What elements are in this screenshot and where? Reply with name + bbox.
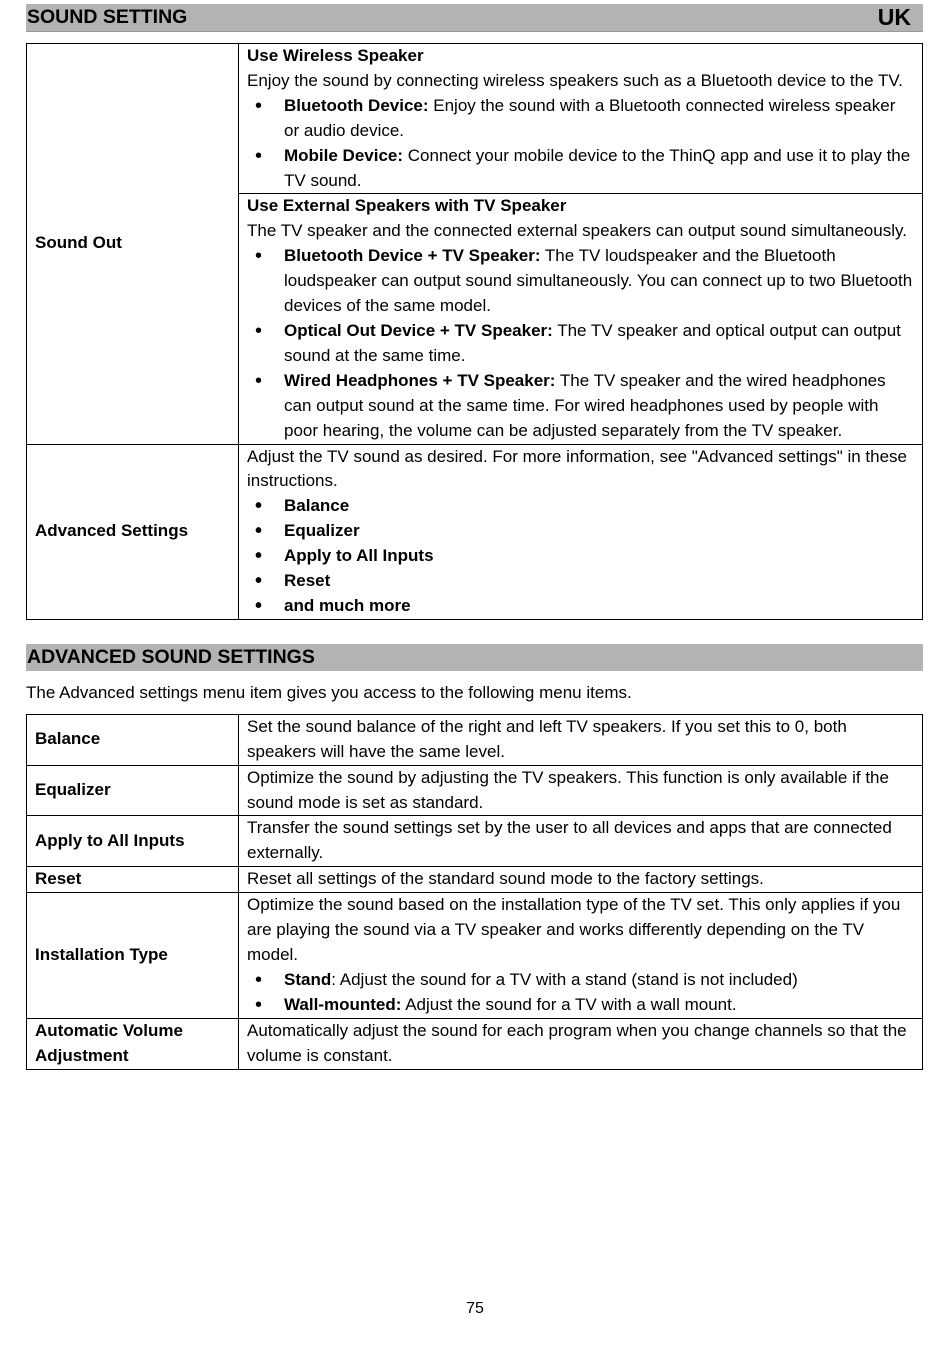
list-item [247,94,914,144]
term: Wired Headphones + TV Speaker: [284,370,556,390]
page-number: 75 [466,1300,484,1317]
list-item [247,319,914,369]
intro-paragraph: The Advanced settings menu item gives you access to the following menu items. [26,682,632,702]
table-row [27,893,923,1019]
row-label: Equalizer [27,765,239,816]
term-text: : Adjust the sound for a TV with a stand (stand is not included) [331,969,798,989]
subheading: Use Wireless Speaker [247,46,424,65]
term: Wall-mounted: [284,994,402,1014]
term: Mobile Device: [284,145,404,165]
row-desc [239,893,923,1019]
row-desc-external [239,194,923,444]
section-header-advanced-sound [26,644,923,671]
table-row [27,44,923,194]
section-title: SOUND SETTING [27,6,188,28]
section-title: ADVANCED SOUND SETTINGS [27,645,315,668]
sound-setting-table [26,43,923,620]
table-row [27,444,923,619]
term-text: Adjust the sound for a TV with a wall mount. [401,994,737,1014]
row-desc-wireless [239,44,923,194]
bullet-list [247,244,914,443]
term-text: Connect your mobile device to the ThinQ app and use it to play the TV sound. [284,145,911,190]
row-desc: Automatically adjust the sound for each program when you change channels so that the volume is constant. [239,1018,923,1069]
row-desc: Optimize the sound by adjusting the TV speakers. This function is only available if the sound mode is set as standard. [239,765,923,816]
list-item [247,144,914,194]
term-text: The TV speaker and optical output can output sound at the same time. [284,320,901,365]
list-item [247,993,914,1018]
row-desc: Set the sound balance of the right and left TV speakers. If you set this to 0, both speakers will have the same level. [239,714,923,765]
term: Bluetooth Device + TV Speaker: [284,246,541,266]
paragraph: Optimize the sound based on the installation type of the TV set. This only applies if you are playing the sound via a TV speaker and works differently depending on the TV model. [247,895,901,964]
bullet-list [247,94,914,194]
document-page [26,4,923,1070]
table-row [27,867,923,893]
table-row [27,714,923,765]
paragraph: The TV speaker and the connected external speakers can output sound simultaneously. [247,221,907,241]
list-item: • Balance [247,494,914,519]
list-item: • Reset [247,569,914,594]
table-row [27,765,923,816]
row-label: Reset [27,867,239,893]
table-row [27,1018,923,1069]
term-text: Enjoy the sound with a Bluetooth connected wireless speaker or audio device. [284,95,896,140]
row-label: Balance [27,714,239,765]
bullet-list [247,968,914,1018]
list-item: • Apply to All Inputs [247,544,914,569]
row-label: Automatic Volume Adjustment [27,1018,239,1069]
list-item: • and much more [247,594,914,619]
row-label: Apply to All Inputs [27,816,239,867]
row-label-advanced-settings: Advanced Settings [27,444,239,619]
row-desc: Transfer the sound settings set by the user to all devices and apps that are connected externally. [239,816,923,867]
term: Stand [284,969,332,989]
term-text: The TV loudspeaker and the Bluetooth loudspeaker can output sound simultaneously. You can connect up to two Bluetooth devices of the same model. [284,246,913,316]
list-item [247,968,914,993]
row-label-sound-out: Sound Out [27,44,239,445]
term-text: The TV speaker and the wired headphones can output sound at the same time. For wired headphones used by people with poor hearing, the volume can be adjusted separately from the TV speaker. [284,370,886,440]
list-item [247,369,914,444]
section-header-sound-setting [26,4,923,32]
subheading: Use External Speakers with TV Speaker [247,196,567,216]
list-item: • Equalizer [247,519,914,544]
language-tag: UK [877,4,911,30]
paragraph: Enjoy the sound by connecting wireless speakers such as a Bluetooth device to the TV. [247,70,903,90]
row-desc-advanced-settings [239,444,923,619]
term: Optical Out Device + TV Speaker: [284,320,553,340]
row-label: Installation Type [27,893,239,1019]
term: Bluetooth Device: [284,95,429,115]
row-desc: Reset all settings of the standard sound mode to the factory settings. [239,867,923,893]
bullet-list [247,494,914,619]
paragraph: Adjust the TV sound as desired. For more information, see "Advanced settings" in these instructions. [247,446,907,491]
list-item [247,244,914,319]
advanced-sound-table [26,714,923,1070]
table-row [27,816,923,867]
